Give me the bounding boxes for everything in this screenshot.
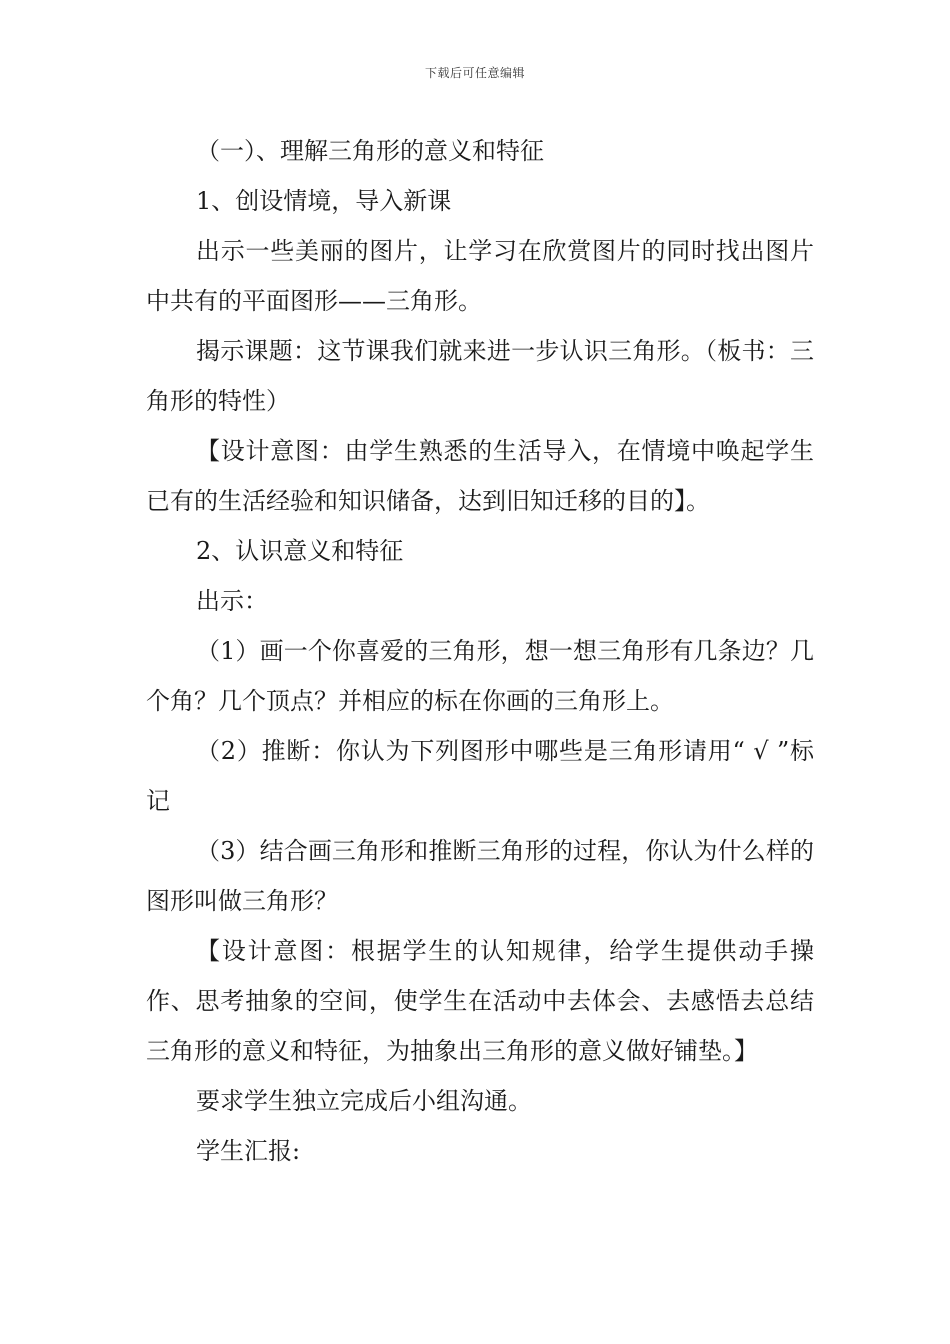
subsection-heading: 1、创设情境，导入新课 [196,187,452,215]
page-header: 下载后可任意编辑 [424,66,525,80]
paragraph: 出示一些美丽的图片，让学习在欣赏图片的同时找出图片中共有的平面图形——三角形。 [146,237,814,315]
paragraph: 出示： [196,587,268,615]
document-body [146,126,814,1176]
task-item: （3）结合画三角形和推断三角形的过程，你认为什么样的图形叫做三角形？ [146,837,814,915]
paragraph: 要求学生独立完成后小组沟通。 [196,1087,532,1115]
paragraph: 揭示课题：这节课我们就来进一步认识三角形。（板书：三角形的特性） [146,337,814,415]
task-item: （1）画一个你喜爱的三角形，想一想三角形有几条边？几个角？几个顶点？并相应的标在你画的三角形上。 [146,637,814,715]
design-intent-note: 【设计意图：由学生熟悉的生活导入，在情境中唤起学生已有的生活经验和知识储备，达到旧知迁移的目的】。 [146,437,814,515]
section-heading: （一）、理解三角形的意义和特征 [196,137,544,165]
subsection-heading: 2、认识意义和特征 [196,537,404,565]
task-item: （2）推断：你认为下列图形中哪些是三角形请用“ √ ”标记 [146,737,814,815]
design-intent-note: 【设计意图：根据学生的认知规律，给学生提供动手操作、思考抽象的空间，使学生在活动中去体会、去感悟去总结三角形的意义和特征，为抽象出三角形的意义做好铺垫。】 [146,937,814,1065]
paragraph: 学生汇报: [196,1137,301,1165]
